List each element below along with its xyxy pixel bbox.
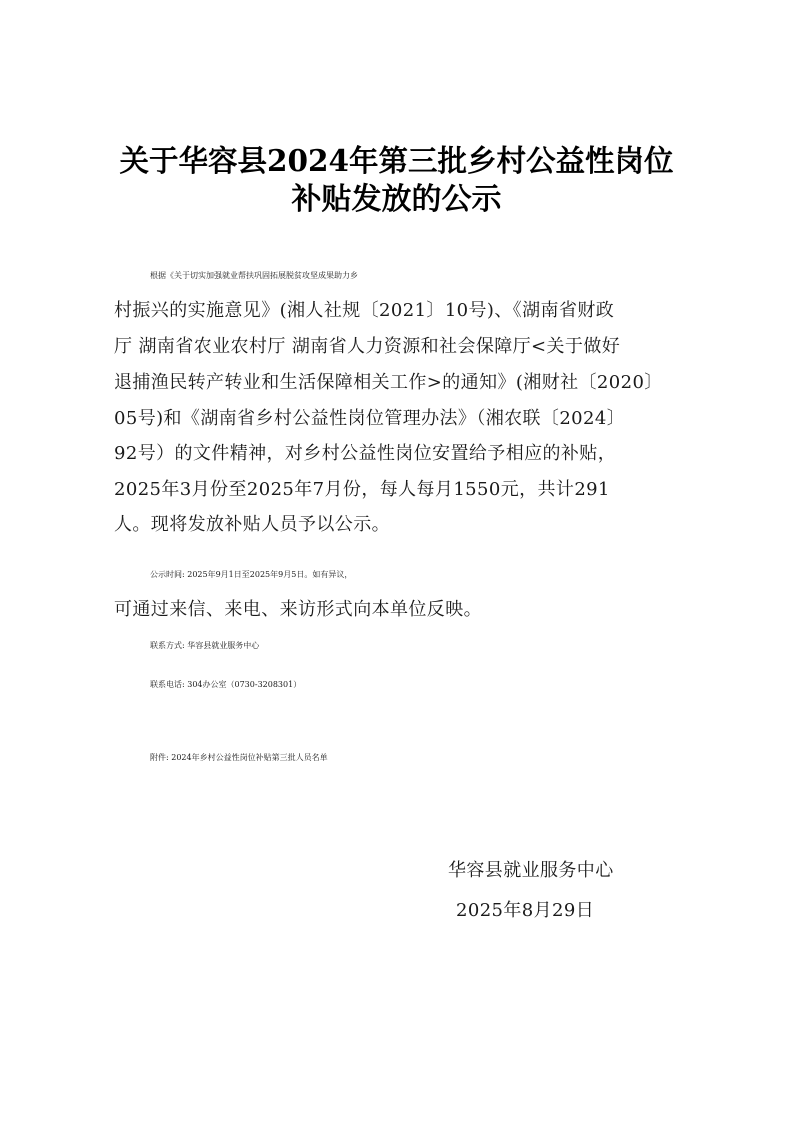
contact-method: 联系方式: 华容县就业服务中心 bbox=[150, 641, 260, 650]
paragraph-1-line-1: 根据《关于切实加强就业帮扶巩固拓展脱贫攻坚成果助力乡 bbox=[150, 271, 358, 280]
paragraph-1-line-5: 05号)和《湖南省乡村公益性岗位管理办法》（湘农联〔2024〕 bbox=[114, 408, 626, 429]
signature-date: 2025年8月29日 bbox=[456, 900, 595, 921]
paragraph-1-line-2: 村振兴的实施意见》(湘人社规〔2021〕10号)、《湖南省财政 bbox=[114, 300, 615, 321]
attachment-note: 附件: 2024年乡村公益性岗位补贴第三批人员名单 bbox=[150, 753, 328, 762]
paragraph-2-line-1: 公示时间: 2025年9月1日至2025年9月5日。如有异议， bbox=[150, 570, 353, 579]
document-title-line-1: 关于华容县2024年第三批乡村公益性岗位 bbox=[119, 143, 674, 178]
paragraph-1-line-6: 92号）的文件精神，对乡村公益性岗位安置给予相应的补贴， bbox=[114, 443, 617, 464]
paragraph-1-line-8: 人。现将发放补贴人员予以公示。 bbox=[114, 514, 390, 535]
paragraph-2-line-2: 可通过来信、来电、来访形式向本单位反映。 bbox=[114, 599, 482, 620]
paragraph-1-line-3: 厅 湖南省农业农村厅 湖南省人力资源和社会保障厅<关于做好 bbox=[114, 336, 621, 357]
document-title-line-2: 补贴发放的公示 bbox=[291, 182, 502, 217]
signature-organization: 华容县就业服务中心 bbox=[448, 860, 614, 881]
contact-phone: 联系电话: 304办公室（0730-3208301） bbox=[150, 680, 302, 689]
paragraph-1-line-7: 2025年3月份至2025年7月份，每人每月1550元，共计291 bbox=[114, 479, 610, 500]
paragraph-1-line-4: 退捕渔民转产转业和生活保障相关工作>的通知》(湘财社〔2020〕 bbox=[114, 372, 663, 393]
